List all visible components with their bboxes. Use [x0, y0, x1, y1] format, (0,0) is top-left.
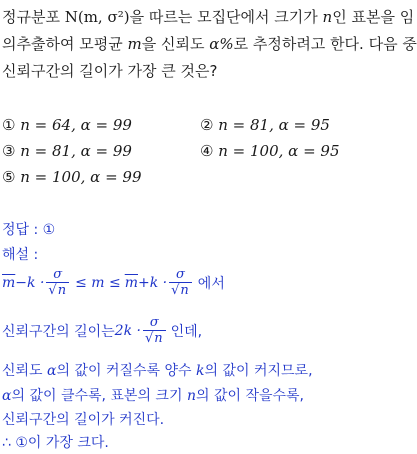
- sigma-over-sqrt-n: [46, 267, 69, 298]
- explanation-text: 의 값이 커지므로,: [204, 363, 313, 379]
- var-n: n: [186, 388, 196, 404]
- explanation-line-b: [2, 385, 304, 405]
- fraction-denominator: [143, 330, 166, 346]
- fraction-numerator: σ: [149, 315, 159, 330]
- sqrt-icon: √: [171, 283, 180, 298]
- question-text: 의추출하여 모평균: [2, 35, 128, 53]
- formula-part: 에서: [197, 275, 225, 292]
- sqrt-body: n: [180, 283, 189, 298]
- var-k: k: [196, 363, 205, 379]
- question-line-2: [2, 33, 417, 54]
- var-alpha: α%: [209, 35, 234, 53]
- explanation-text: 의 값이 커질수록 양수: [56, 363, 197, 379]
- question-line-3: 신뢰구간의 길이가 가장 큰 것은?: [2, 62, 218, 80]
- var-alpha: α: [47, 363, 57, 379]
- sigma-over-sqrt-n: [169, 267, 192, 298]
- option-2[interactable]: [200, 116, 330, 134]
- formula-part: 신뢰구간의 길이는: [2, 323, 115, 340]
- formula-part: ≤ m ≤: [75, 274, 121, 291]
- interval-formula: [2, 267, 225, 298]
- option-number: ①: [2, 116, 16, 134]
- var-n: n: [322, 8, 333, 26]
- option-text: n = 100, α = 95: [218, 142, 340, 160]
- question-text: 을 따르는 모집단에서 크기가: [129, 8, 323, 26]
- var-alpha: α: [2, 388, 12, 404]
- option-1[interactable]: [2, 116, 132, 134]
- option-3[interactable]: [2, 142, 132, 160]
- explanation-line-a: [2, 360, 313, 380]
- sample-mean: $\overline{m}$: [124, 274, 138, 291]
- option-4[interactable]: [200, 142, 340, 160]
- formula-part: 인데,: [170, 323, 203, 340]
- fraction-numerator: σ: [176, 267, 185, 282]
- explanation-text: 신뢰도: [2, 363, 48, 379]
- sigma-over-sqrt-n: [143, 315, 166, 346]
- formula-part: +k ·: [138, 274, 168, 291]
- option-text: n = 64, α = 99: [20, 116, 132, 134]
- explanation-text: 의 값이 작을수록,: [195, 388, 304, 404]
- question-text: 로 추정하려고 한다. 다음 중: [233, 35, 417, 53]
- fraction-denominator: [46, 282, 69, 298]
- answer-label: 정답 : ①: [2, 222, 56, 238]
- question-line-1: [2, 6, 414, 27]
- sqrt-body: n: [57, 283, 67, 298]
- explanation-line-c: 신뢰구간의 길이가 커진다.: [2, 412, 165, 428]
- formula-part: −k ·: [15, 274, 45, 291]
- question-text: 인 표본을 임: [332, 8, 415, 26]
- option-number: ⑤: [2, 168, 16, 186]
- sample-mean: $\overline{m}$: [2, 274, 16, 291]
- option-text: n = 81, α = 99: [20, 142, 132, 160]
- sqrt-icon: √: [48, 283, 57, 298]
- option-number: ③: [2, 142, 16, 160]
- length-formula: [2, 315, 202, 346]
- formula-part: 2k ·: [114, 322, 141, 339]
- option-5[interactable]: [2, 168, 142, 186]
- question-text: 을 신뢰도: [141, 35, 210, 53]
- explanation-label: 해설 :: [2, 247, 39, 263]
- option-number: ④: [200, 142, 214, 160]
- explanation-text: 의 값이 클수록, 표본의 크기: [11, 388, 187, 404]
- fraction-denominator: [169, 282, 192, 298]
- fraction-numerator: σ: [53, 267, 63, 282]
- option-text: n = 100, α = 99: [20, 168, 142, 186]
- option-text: n = 81, α = 95: [218, 116, 330, 134]
- option-number: ②: [200, 116, 214, 134]
- conclusion: ∴ ①이 가장 크다.: [2, 435, 109, 451]
- sqrt-icon: √: [144, 331, 154, 346]
- var-m: m: [127, 35, 142, 53]
- sqrt-body: n: [154, 331, 163, 346]
- normal-distribution: N(m, σ²): [64, 8, 130, 26]
- question-text: 정규분포: [2, 8, 65, 26]
